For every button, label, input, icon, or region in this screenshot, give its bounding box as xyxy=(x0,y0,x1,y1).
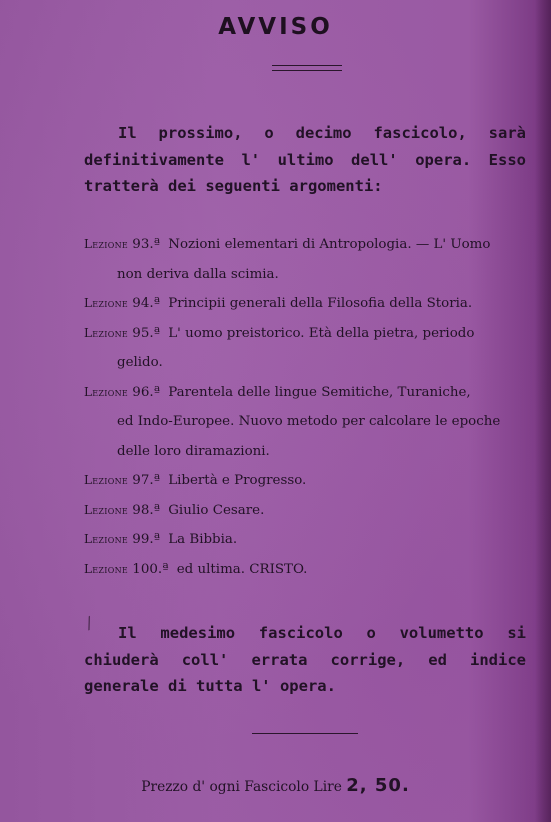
lesson-line xyxy=(84,378,528,408)
lesson-number: 95.ª xyxy=(132,325,160,341)
lesson-text: ed ultima. CRISTO. xyxy=(176,561,308,577)
lesson-item xyxy=(84,378,528,467)
lesson-item xyxy=(84,466,528,496)
closing-divider xyxy=(252,733,358,734)
lesson-number: 97.ª xyxy=(132,473,160,488)
lesson-item xyxy=(84,525,528,555)
lesson-label: Lezione xyxy=(84,561,129,576)
lesson-line xyxy=(84,525,528,555)
lesson-line xyxy=(84,466,528,496)
lesson-label: Lezione xyxy=(84,325,129,340)
ink-mark: ⁄ xyxy=(83,614,96,633)
page-title: AVVISO xyxy=(218,14,333,40)
lesson-label: Lezione xyxy=(84,502,129,517)
lesson-label: Lezione xyxy=(84,384,129,399)
lesson-label: Lezione xyxy=(84,237,129,251)
lesson-item xyxy=(84,496,528,526)
lesson-item xyxy=(84,289,528,319)
lesson-text: L' uomo preistorico. Età della pietra, periodo xyxy=(168,325,475,341)
lesson-label: Lezione xyxy=(84,532,129,546)
lesson-text: Parentela delle lingue Semitiche, Turaniche, xyxy=(168,384,471,400)
lesson-number: 100.ª xyxy=(132,561,169,577)
lesson-list xyxy=(84,230,528,584)
lesson-item xyxy=(84,319,528,378)
title-divider-second xyxy=(272,70,342,71)
lesson-continuation: delle loro diramazioni. xyxy=(117,443,270,459)
lesson-line xyxy=(84,319,528,349)
lesson-line xyxy=(84,496,528,526)
lesson-number: 94.ª xyxy=(132,296,160,311)
lesson-text: La Bibbia. xyxy=(168,532,238,547)
lesson-item xyxy=(84,555,528,585)
lesson-number: 93.ª xyxy=(132,237,160,252)
lesson-continuation: non deriva dalla scimia. xyxy=(117,266,279,282)
lesson-text: Libertà e Progresso. xyxy=(168,473,307,488)
lesson-continuation: gelido. xyxy=(117,355,163,370)
lesson-line xyxy=(84,230,528,260)
lesson-text: Nozioni elementari di Antropologia. — L' Uomo xyxy=(168,237,491,252)
lesson-line xyxy=(84,289,528,319)
intro-paragraph xyxy=(84,120,526,200)
price-text: Prezzo d' ogni Fascicolo Lire xyxy=(141,779,342,795)
lesson-number: 96.ª xyxy=(132,384,160,400)
title-divider xyxy=(272,65,342,66)
lesson-number: 98.ª xyxy=(132,502,160,518)
lesson-line xyxy=(84,555,528,585)
lesson-number: 99.ª xyxy=(132,532,160,547)
closing-paragraph xyxy=(84,620,526,700)
price-amount: 2, 50. xyxy=(346,775,410,796)
closing-text: Il medesimo fascicolo o volumetto si chiuderà coll' errata corrige, ed indice generale di tutta l' opera. xyxy=(84,624,526,695)
lesson-label: Lezione xyxy=(84,473,129,487)
lesson-item xyxy=(84,230,528,289)
page-edge-shadow xyxy=(535,0,551,822)
intro-text: Il prossimo, o decimo fascicolo, sarà definitivamente l' ultimo dell' opera. Esso tratterà dei seguenti argomenti: xyxy=(84,124,526,195)
lesson-text: Principii generali della Filosofia della Storia. xyxy=(168,296,473,311)
lesson-text: Giulio Cesare. xyxy=(168,502,265,518)
price-line xyxy=(0,775,551,796)
lesson-continuation: ed Indo-Europee. Nuovo metodo per calcolare le epoche xyxy=(117,414,501,429)
lesson-label: Lezione xyxy=(84,296,129,310)
